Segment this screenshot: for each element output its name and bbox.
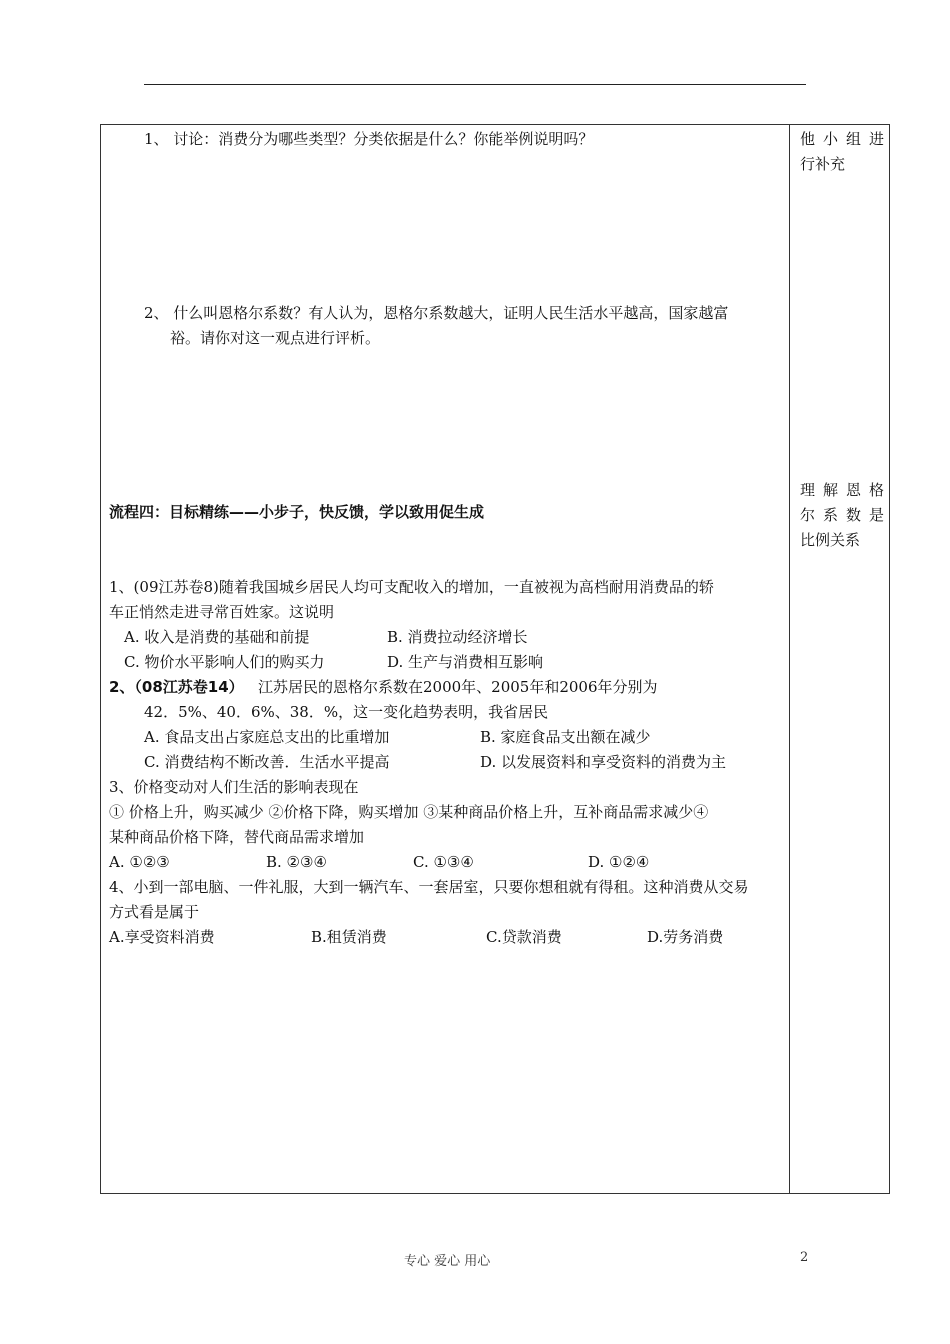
question-1-option-c: C. 物价水平影响人们的购买力 — [124, 653, 325, 671]
footer-motto: 专心 爱心 用心 — [404, 1254, 491, 1269]
question-1-option-d: D. 生产与消费相互影响 — [387, 653, 544, 671]
question-3-option-d: D. ①②④ — [588, 853, 650, 871]
question-2-option-c: C. 消费结构不断改善．生活水平提高 — [144, 753, 390, 771]
side-note-1-line1: 他 小 组 进 — [800, 130, 884, 148]
side-note-2-line1: 理 解 恩 格 — [800, 481, 884, 499]
page-number: 2 — [800, 1250, 809, 1265]
question-3-line1: 3、价格变动对人们生活的影响表现在 — [109, 778, 359, 796]
discussion-question-2-line2: 裕。请你对这一观点进行评析。 — [170, 329, 381, 347]
side-note-2-line3: 比例关系 — [800, 531, 861, 549]
question-1-line2: 车正悄然走进寻常百姓家。这说明 — [109, 603, 335, 621]
question-2-text: 江苏居民的恩格尔系数在2000年、2005年和2006年分别为 — [258, 678, 658, 696]
question-1-line1: 1、(09江苏卷8)随着我国城乡居民人均可支配收入的增加，一直被视为高档耐用消费品的轿 — [109, 578, 714, 596]
question-4-option-b: B.租赁消费 — [311, 928, 387, 946]
section-heading: 流程四：目标精练——小步子，快反馈，学以致用促生成 — [109, 503, 485, 521]
discussion-question-2-line1: 2、 什么叫恩格尔系数？有人认为，恩格尔系数越大，证明人民生活水平越高，国家越富 — [144, 304, 729, 322]
header-rule — [144, 84, 806, 85]
question-3-option-c: C. ①③④ — [413, 853, 474, 871]
question-4-option-d: D.劳务消费 — [647, 928, 724, 946]
side-note-1-line2: 行补充 — [800, 155, 846, 173]
question-2-option-a: A. 食品支出占家庭总支出的比重增加 — [144, 728, 390, 746]
question-2-line2: 42．5%、40．6%、38．%，这一变化趋势表明，我省居民 — [144, 703, 549, 721]
question-4-line2: 方式看是属于 — [109, 903, 200, 921]
question-4-option-c: C.贷款消费 — [486, 928, 562, 946]
discussion-question-1: 1、 讨论：消费分为哪些类型？分类依据是什么？你能举例说明吗？ — [144, 130, 594, 148]
side-note-2-line2: 尔 系 数 是 — [800, 506, 884, 524]
question-3-line3: 某种商品价格下降，替代商品需求增加 — [109, 828, 365, 846]
question-4-option-a: A.享受资料消费 — [109, 928, 215, 946]
question-4-line1: 4、小到一部电脑、一件礼服，大到一辆汽车、一套居室，只要你想租就有得租。这种消费从交易 — [109, 878, 749, 896]
question-2-label: 2、（08江苏卷14） — [109, 678, 244, 696]
question-2-option-d: D. 以发展资料和享受资料的消费为主 — [480, 753, 727, 771]
question-3-option-b: B. ②③④ — [266, 853, 327, 871]
question-1-option-b: B. 消费拉动经济增长 — [387, 628, 528, 646]
question-1-option-a: A. 收入是消费的基础和前提 — [124, 628, 310, 646]
question-2-option-b: B. 家庭食品支出额在减少 — [480, 728, 651, 746]
question-3-option-a: A. ①②③ — [109, 853, 170, 871]
question-3-line2: ① 价格上升，购买减少 ②价格下降，购买增加 ③某种商品价格上升，互补商品需求减少④ — [109, 803, 709, 821]
table-column-divider — [789, 124, 790, 1194]
